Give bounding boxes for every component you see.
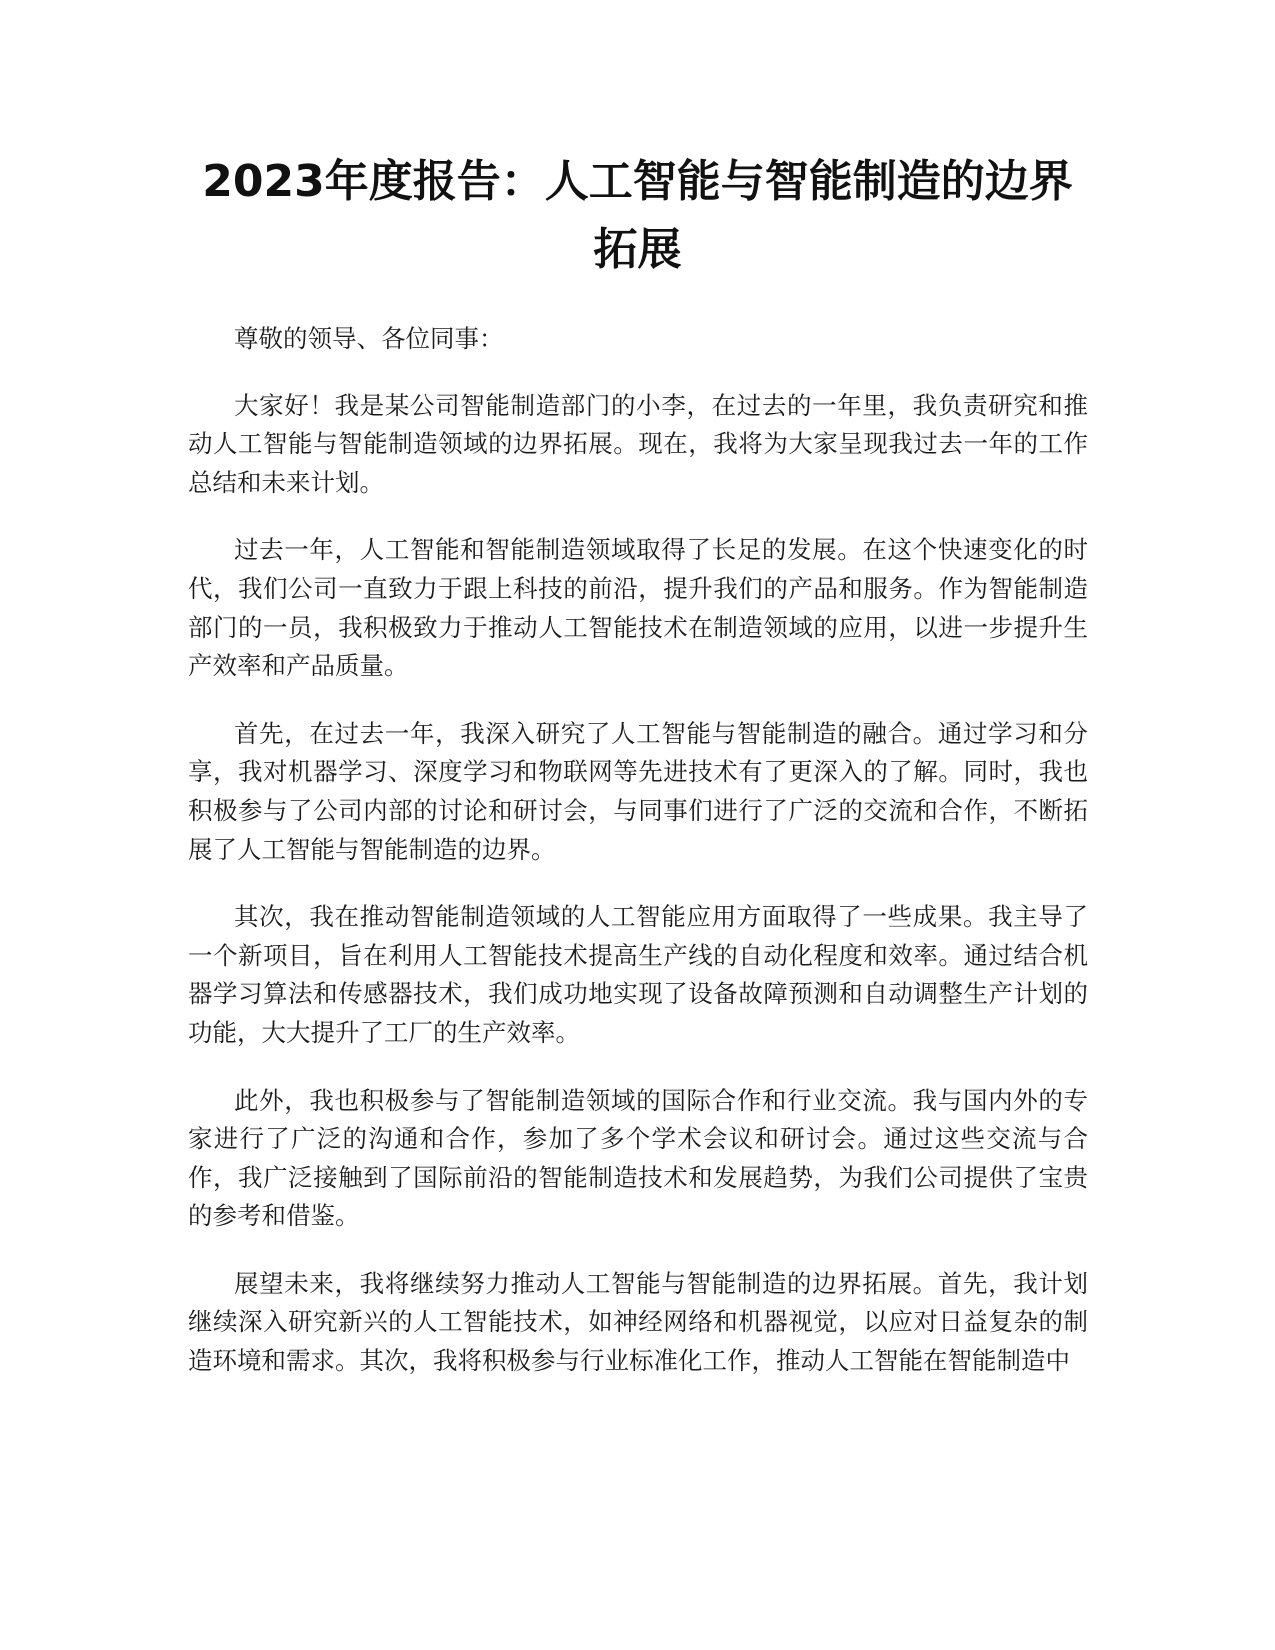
document-title-line-1: 2023年度报告：人工智能与智能制造的边界 (202, 156, 1073, 207)
paragraph-2: 过去一年，人工智能和智能制造领域取得了长足的发展。在这个快速变化的时代，我们公司一直致力于跟上科技的前沿，提升我们的产品和服务。作为智能制造部门的一员，我积极致力于推动人工智能技术在制造领域的应用，以进一步提升生产效率和产品质量。 (188, 535, 1088, 681)
paragraph-6: 展望未来，我将继续努力推动人工智能与智能制造的边界拓展。首先，我计划继续深入研究新兴的人工智能技术，如神经网络和机器视觉，以应对日益复杂的制造环境和需求。其次，我将积极参与行业标准化工作，推动人工智能在智能制造中 (188, 1268, 1088, 1376)
paragraph-4: 其次，我在推动智能制造领域的人工智能应用方面取得了一些成果。我主导了一个新项目，旨在利用人工智能技术提高生产线的自动化程度和效率。通过结合机器学习算法和传感器技术，我们成功地实现了设备故障预测和自动调整生产计划的功能，大大提升了工厂的生产效率。 (188, 902, 1088, 1047)
salutation: 尊敬的领导、各位同事： (234, 324, 504, 353)
paragraph-1: 大家好！我是某公司智能制造部门的小李，在过去的一年里，我负责研究和推动人工智能与智能制造领域的边界拓展。现在，我将为大家呈现我过去一年的工作总结和未来计划。 (188, 390, 1088, 497)
document-title-line-2: 拓展 (593, 224, 682, 275)
paragraph-5: 此外，我也积极参与了智能制造领域的国际合作和行业交流。我与国内外的专家进行了广泛的沟通和合作，参加了多个学术会议和研讨会。通过这些交流与合作，我广泛接触到了国际前沿的智能制造技术和发展趋势，为我们公司提供了宝贵的参考和借鉴。 (188, 1085, 1088, 1231)
document-body (188, 320, 1088, 1410)
paragraph-3: 首先，在过去一年，我深入研究了人工智能与智能制造的融合。通过学习和分享，我对机器学习、深度学习和物联网等先进技术有了更深入的了解。同时，我也积极参与了公司内部的讨论和研讨会，与同事们进行了广泛的交流和合作，不断拓展了人工智能与智能制造的边界。 (188, 718, 1088, 864)
document-title (170, 148, 1105, 284)
